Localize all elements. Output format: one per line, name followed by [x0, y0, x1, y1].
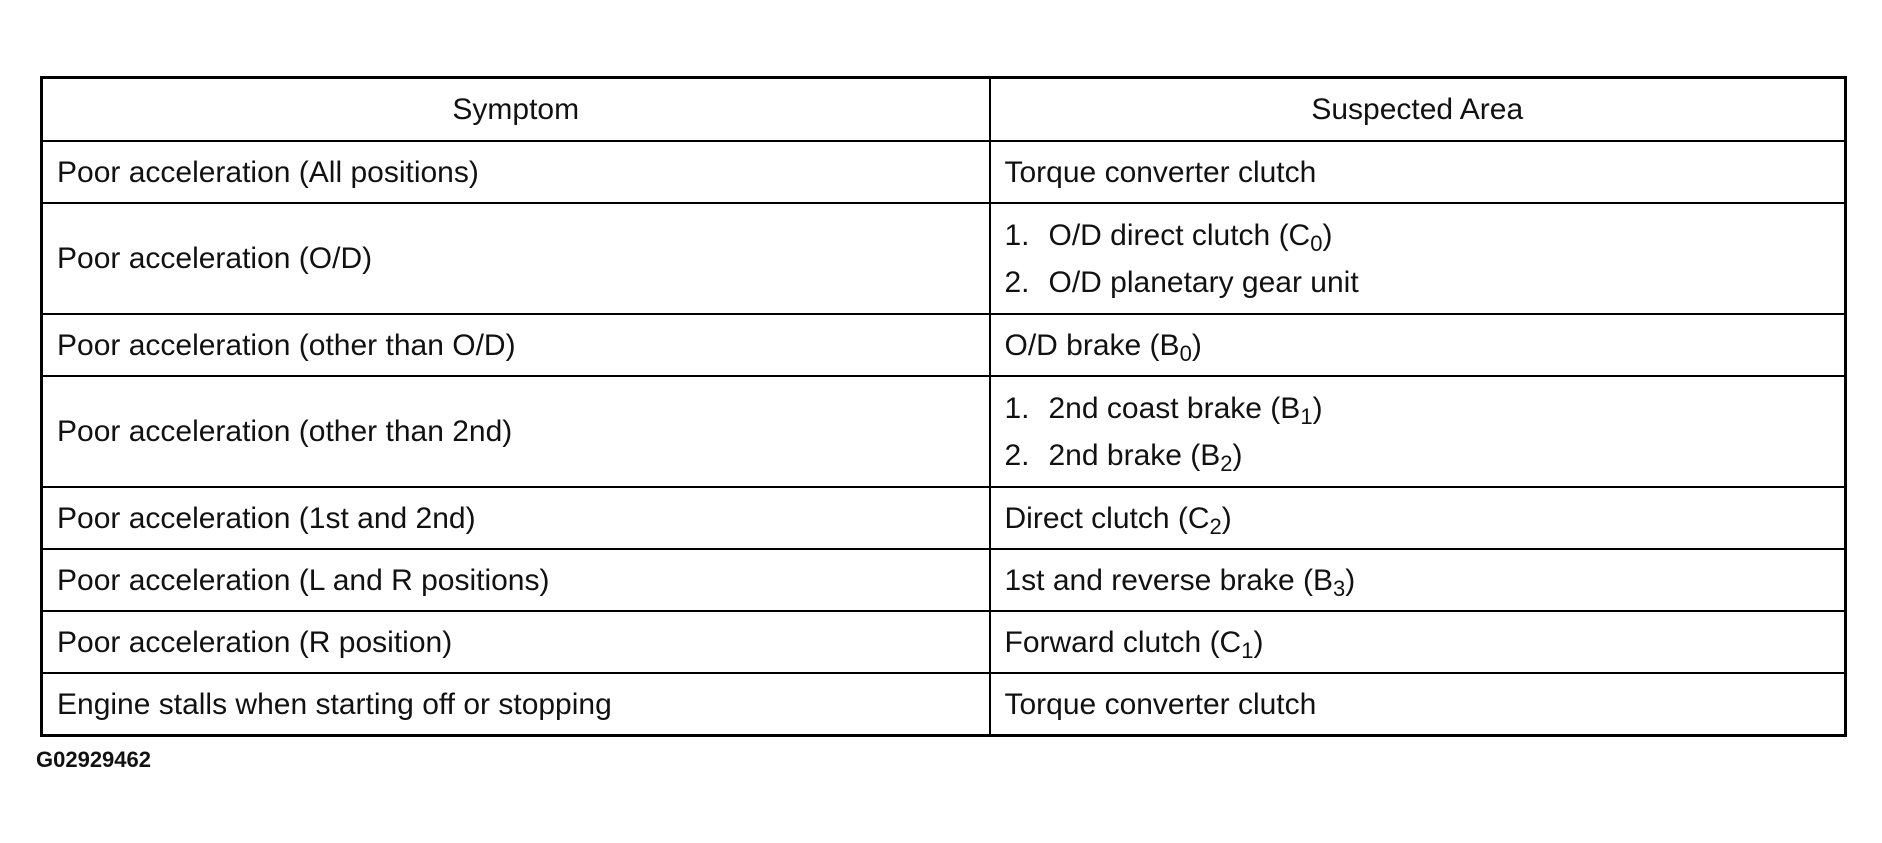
suspected-area-text: 2nd brake $(B_2)$: [1048, 438, 1243, 476]
table-row: [42, 549, 1846, 611]
suspected-area-cell: [990, 141, 1846, 203]
diagnosis-table: [40, 76, 1847, 737]
table-row: [42, 376, 1846, 487]
suspected-area-list: [1005, 385, 1831, 479]
suspected-area-text: O/D direct clutch $(C_0)$: [1048, 218, 1333, 256]
suspected-area-cell: [990, 203, 1846, 314]
suspected-area-cell: [990, 673, 1846, 736]
symptom-cell: Poor acceleration (other than O/D): [42, 314, 990, 376]
suspected-area-text: O/D brake $(B_0)$: [1004, 328, 1202, 366]
item-number: 1.: [1004, 218, 1030, 252]
symptom-cell: Poor acceleration (O/D): [42, 203, 990, 314]
table-row: [42, 314, 1846, 376]
component-subscript: 2: [1209, 513, 1222, 539]
symptom-cell: Poor acceleration (All positions): [42, 141, 990, 203]
component-subscript: 1: [1241, 637, 1254, 663]
suspected-area-text: O/D planetary gear unit: [1048, 265, 1359, 299]
list-item: [1005, 432, 1831, 479]
list-item: [1005, 212, 1831, 259]
component-subscript: 2: [1220, 450, 1233, 476]
table-body: [42, 141, 1846, 736]
table-header-row: [42, 78, 1846, 142]
component-subscript: 3: [1333, 575, 1346, 601]
item-number: 2.: [1004, 438, 1030, 472]
table-row: [42, 611, 1846, 673]
suspected-area-text: 1st and reverse brake $(B_3)$: [1004, 563, 1356, 601]
suspected-area-text: Direct clutch $(C_2)$: [1004, 501, 1232, 539]
suspected-area-text: 2nd coast brake $(B_1)$: [1048, 391, 1323, 429]
table-row: [42, 203, 1846, 314]
symptom-column-header: Symptom: [42, 78, 990, 142]
item-number: 2.: [1004, 265, 1030, 299]
symptom-cell: Poor acceleration (other than 2nd): [42, 376, 990, 487]
figure-id: G02929462: [36, 747, 151, 772]
symptom-cell: Engine stalls when starting off or stopping: [42, 673, 990, 736]
symptom-cell: Poor acceleration (L and R positions): [42, 549, 990, 611]
component-subscript: 1: [1300, 403, 1313, 429]
symptom-cell: Poor acceleration (R position): [42, 611, 990, 673]
list-item: [1005, 385, 1831, 432]
suspected-area-cell: [990, 611, 1846, 673]
table-row: [42, 673, 1846, 736]
suspected-area-list: [1005, 212, 1831, 306]
suspected-area-column-header: Suspected Area: [990, 78, 1846, 142]
suspected-area-cell: [990, 487, 1846, 549]
component-subscript: 0: [1179, 340, 1192, 366]
table-row: [42, 487, 1846, 549]
symptom-cell: Poor acceleration (1st and 2nd): [42, 487, 990, 549]
suspected-area-cell: [990, 376, 1846, 487]
suspected-area-cell: [990, 549, 1846, 611]
item-number: 1.: [1004, 391, 1030, 425]
list-item: [1005, 259, 1831, 306]
suspected-area-text: Torque converter clutch: [1004, 687, 1317, 721]
suspected-area-text: Torque converter clutch: [1004, 155, 1317, 189]
suspected-area-text: Forward clutch $(C_1)$: [1004, 625, 1264, 663]
table-row: [42, 141, 1846, 203]
component-subscript: 0: [1310, 230, 1323, 256]
suspected-area-cell: [990, 314, 1846, 376]
